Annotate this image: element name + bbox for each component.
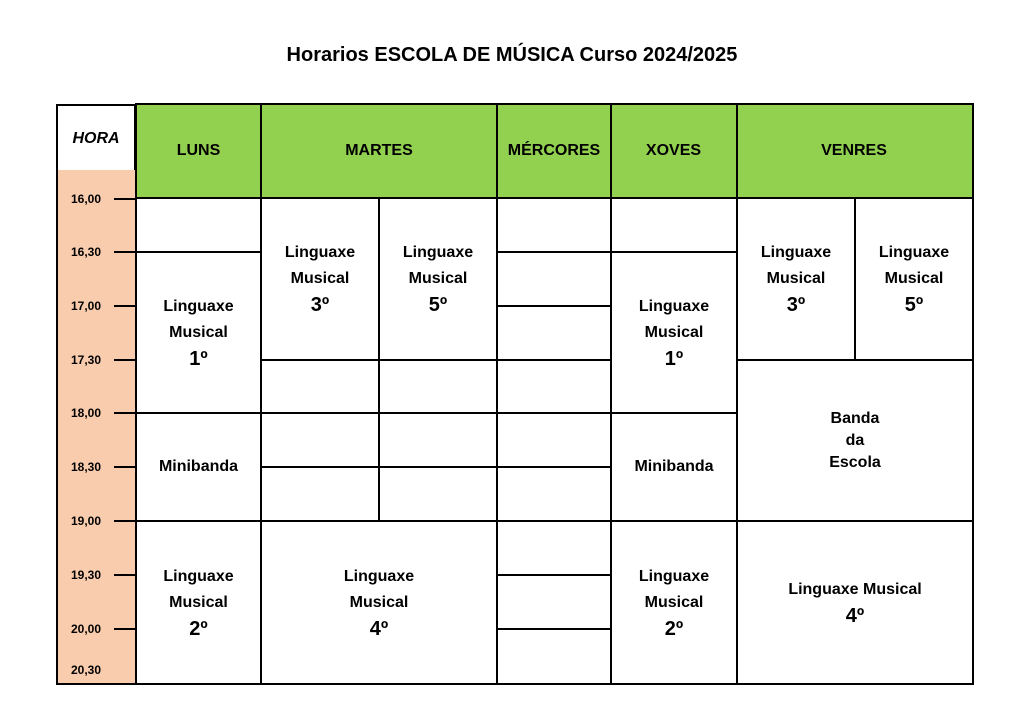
grid-line: [497, 628, 612, 630]
day-header-martes: MARTES: [261, 104, 497, 198]
time-label: 18,30: [70, 460, 102, 474]
time-label: 16,00: [70, 192, 102, 206]
grid-line: [261, 466, 612, 468]
class-luns-linguaxe-1: [137, 253, 260, 412]
class-xoves-linguaxe-1: [612, 253, 736, 412]
page-title: Horarios ESCOLA DE MÚSICA Curso 2024/2025: [286, 44, 738, 66]
time-tick: [114, 305, 136, 307]
class-line: Linguaxe: [760, 244, 832, 261]
grid-line: [261, 359, 612, 361]
time-label: 17,00: [70, 299, 102, 313]
time-tick: [114, 251, 136, 253]
class-line: Linguaxe: [163, 297, 234, 315]
class-line: Linguaxe: [638, 567, 710, 585]
class-line: Linguaxe Musical: [788, 580, 922, 598]
time-label: 17,30: [70, 353, 102, 367]
class-grade: 2º: [664, 617, 684, 640]
day-header-mercores: MÉRCORES: [497, 104, 611, 198]
class-line: Musical: [644, 593, 704, 611]
class-line: da: [845, 431, 865, 449]
class-line: Banda: [830, 409, 880, 427]
class-martes-linguaxe-4: [262, 522, 496, 683]
class-grade: 3º: [310, 294, 330, 316]
class-grade: 5º: [904, 294, 924, 316]
hora-header: [56, 104, 136, 172]
class-grade: 2º: [189, 617, 208, 640]
class-venres-linguaxe-5: [856, 199, 972, 359]
grid-line: [114, 683, 974, 685]
time-label: 19,00: [70, 514, 102, 528]
class-line: Linguaxe: [163, 567, 234, 585]
class-line: Musical: [169, 593, 228, 611]
class-line: Linguaxe: [638, 297, 710, 315]
class-line: Musical: [644, 323, 704, 341]
class-grade: 4º: [845, 604, 865, 627]
class-line: Musical: [290, 270, 350, 287]
class-venres-linguaxe-4: [738, 522, 972, 683]
class-grade: 1º: [189, 347, 208, 370]
class-line: Linguaxe: [878, 244, 950, 261]
class-luns-linguaxe-2: [137, 522, 260, 683]
class-martes-linguaxe-3: [262, 199, 378, 359]
time-tick: [114, 359, 136, 361]
time-tick: [114, 628, 136, 630]
time-tick: [114, 520, 136, 522]
grid-line: [497, 305, 612, 307]
grid-line: [972, 103, 974, 685]
class-line: Musical: [884, 270, 944, 287]
class-luns-minibanda: [137, 414, 260, 520]
class-grade: 1º: [664, 347, 684, 370]
class-grade: 4º: [369, 617, 389, 640]
grid-line: [496, 103, 498, 685]
class-line: Linguaxe: [284, 244, 356, 261]
class-line: Linguaxe: [402, 244, 474, 261]
time-tick: [114, 412, 136, 414]
time-label: 19,30: [70, 568, 102, 582]
hora-label: HORA: [72, 130, 120, 147]
day-header-venres: VENRES: [736, 104, 972, 198]
time-label: 16,30: [70, 245, 102, 259]
day-header-xoves: XOVES: [611, 104, 736, 198]
time-tick: [114, 466, 136, 468]
class-line: Linguaxe: [343, 567, 415, 585]
time-label: 20,00: [70, 622, 102, 636]
class-name: Minibanda: [158, 458, 239, 475]
time-tick: [114, 574, 136, 576]
class-grade: 3º: [786, 294, 806, 316]
class-grade: 5º: [428, 294, 448, 316]
time-label: 18,00: [70, 406, 102, 420]
day-header-luns: LUNS: [136, 104, 261, 198]
class-line: Musical: [408, 270, 468, 287]
class-line: Musical: [169, 323, 228, 341]
class-xoves-linguaxe-2: [612, 522, 736, 683]
time-tick: [114, 198, 136, 200]
time-label: 20,30: [70, 663, 102, 677]
class-martes-linguaxe-5: [380, 199, 496, 359]
class-line: Musical: [349, 593, 409, 611]
grid-line: [497, 574, 612, 576]
class-name: Minibanda: [634, 458, 714, 475]
class-line: Musical: [766, 270, 826, 287]
class-venres-banda-da-escola: [738, 361, 972, 520]
class-line: Escola: [829, 453, 881, 471]
class-venres-linguaxe-3: [738, 199, 854, 359]
class-xoves-minibanda: [612, 414, 736, 520]
